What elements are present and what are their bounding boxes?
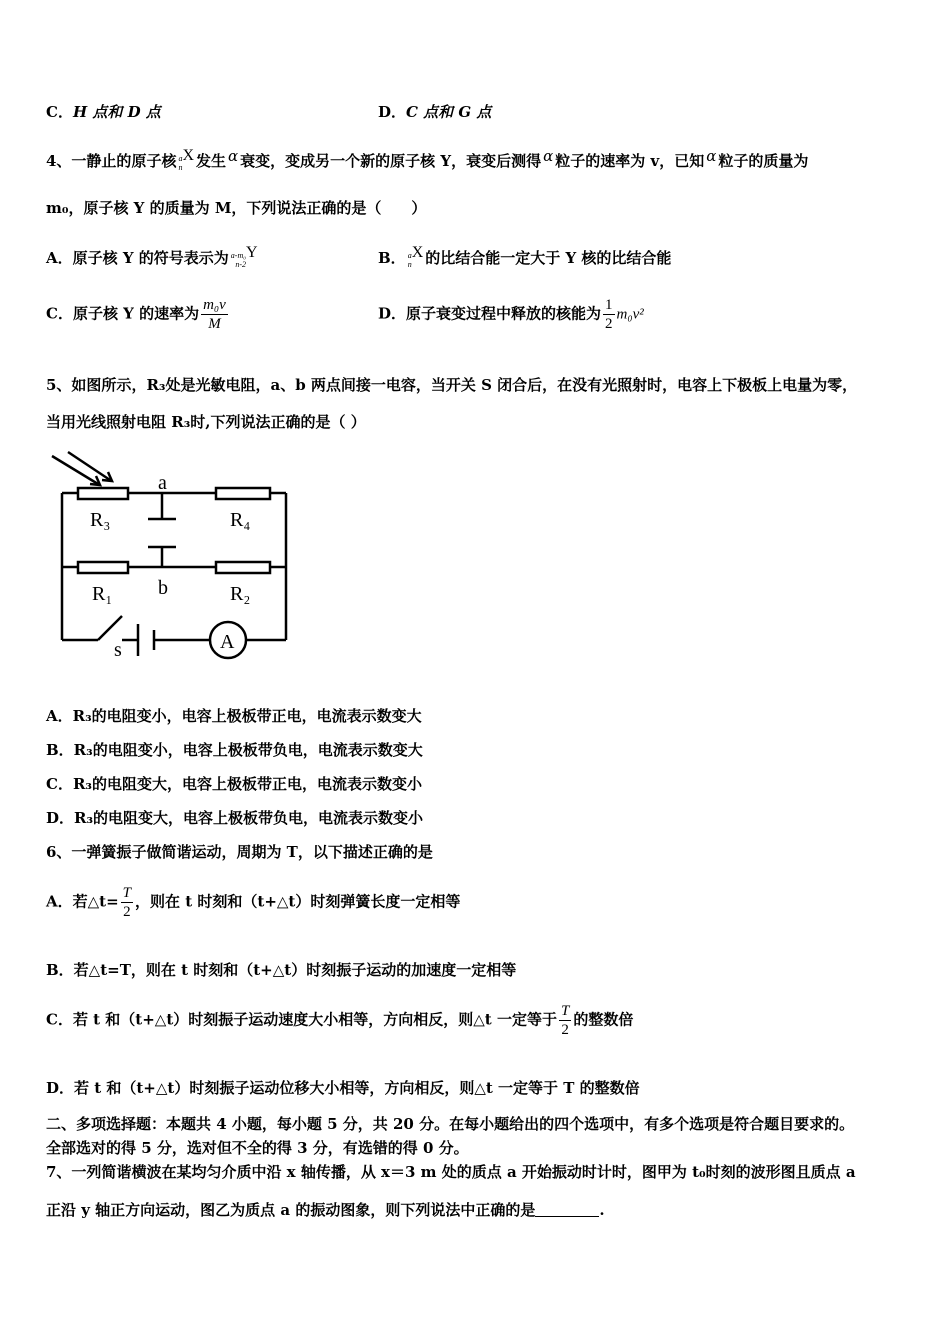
switch-s (98, 616, 122, 640)
q4-option-d: D．原子衰变过程中释放的核能为 $\frac{1}{2}$ m₀v² (378, 297, 644, 332)
q4-stem-line1: 4、一静止的原子核 a nX 发生 α 衰变，变成另一个新的原子核 Y，衰变后测得 α 粒子的速率为 v，已知 α 粒子的质量为 (46, 147, 809, 172)
label-ammeter: A (220, 631, 235, 653)
label-r1: R₁ (92, 583, 113, 605)
light-arrow (68, 452, 110, 480)
q5-stem-line1: 5、如图所示，R₃处是光敏电阻，a、b 两点间接一电容，当开关 S 闭合后，在没有光照射时，电容上下极板上电量为零， (46, 376, 858, 394)
fraction: $\frac{T}{2}$ (560, 1003, 570, 1038)
label-b: b (158, 577, 168, 599)
q5-stem-line2: 当用光线照射电阻 R₃时,下列说法正确的是（ ） (46, 413, 366, 431)
label-r2: R₂ (230, 583, 251, 605)
resistor-r4 (216, 488, 270, 499)
alpha-symbol: α (228, 147, 239, 165)
q4-option-b: B． a nX 的比结合能一定大于 Y 核的比结合能 (378, 244, 672, 269)
q4-option-a: A．原子核 Y 的符号表示为 a-m₀ n-2Y (46, 244, 258, 269)
alpha-symbol: α (543, 147, 554, 165)
q6-stem: 6、一弹簧振子做简谐运动，周期为 T，以下描述正确的是 (46, 843, 433, 861)
q5-option-a: A．R₃的电阻变小，电容上极板带正电，电流表示数变大 (46, 707, 422, 725)
nuclide-x: a nX (178, 147, 195, 172)
answer-blank (535, 1202, 599, 1217)
q6-option-d: D．若 t 和（t+△t）时刻振子运动位移大小相等，方向相反，则△t 一定等于 T 的整数倍 (46, 1079, 640, 1097)
q5-option-b: B．R₃的电阻变小，电容上极板带负电，电流表示数变大 (46, 741, 423, 759)
q6-option-a: A．若△t= $\frac{T}{2}$ ，则在 t 时刻和（t+△t）时刻弹簧长度一定相等 (46, 885, 461, 920)
fraction: $\frac{\text{m₀v}}{M}$ (203, 297, 226, 332)
light-arrow (52, 456, 98, 484)
q6-option-c: C．若 t 和（t+△t）时刻振子运动速度大小相等，方向相反，则△t 一定等于 $\frac{T}{2}$ 的整数倍 (46, 1003, 634, 1038)
q7-stem-line2: 正沿 y 轴正方向运动，图乙为质点 a 的振动图象，则下列说法中正确的是 . (46, 1201, 605, 1219)
label-s: s (114, 639, 122, 661)
fraction: $\frac{T}{2}$ (122, 885, 132, 920)
label-r3: R₃ (90, 509, 111, 531)
nuclide-x: a nX (407, 244, 424, 269)
label-a: a (158, 472, 167, 494)
q6-option-b: B．若△t=T，则在 t 时刻和（t+△t）时刻振子运动的加速度一定相等 (46, 961, 517, 979)
section2-heading-line1: 二、多项选择题：本题共 4 小题，每小题 5 分，共 20 分。在每小题给出的四个选项中，有多个选项是符合题目要求的。 (46, 1115, 855, 1133)
fraction: $\frac{1}{2}$ (605, 297, 613, 332)
q5-option-d: D．R₃的电阻变大，电容上极板带负电，电流表示数变小 (46, 809, 424, 827)
q4-stem-line2: m₀，原子核 Y 的质量为 M，下列说法正确的是（ ） (46, 199, 427, 217)
q4-option-c: C．原子核 Y 的速率为 $\frac{\text{m₀v}}{M}$ (46, 297, 226, 332)
resistor-r2 (216, 562, 270, 573)
circuit-diagram (40, 448, 300, 673)
section2-heading-line2: 全部选对的得 5 分，选对但不全的得 3 分，有选错的得 0 分。 (46, 1139, 469, 1157)
label-r4: R₄ (230, 509, 251, 531)
q3-option-c: C．H 点和 D 点 (46, 103, 161, 121)
resistor-r3 (78, 488, 128, 499)
q5-option-c: C．R₃的电阻变大，电容上极板带正电，电流表示数变小 (46, 775, 422, 793)
q3-option-d: D．C 点和 G 点 (378, 103, 492, 121)
resistor-r1 (78, 562, 128, 573)
alpha-symbol: α (706, 147, 717, 165)
nuclide-y: a-m₀ n-2Y (230, 244, 258, 269)
q7-stem-line1: 7、一列简谐横波在某均匀介质中沿 x 轴传播，从 x＝3 m 处的质点 a 开始振动时计时，图甲为 t₀时刻的波形图且质点 a (46, 1163, 856, 1181)
